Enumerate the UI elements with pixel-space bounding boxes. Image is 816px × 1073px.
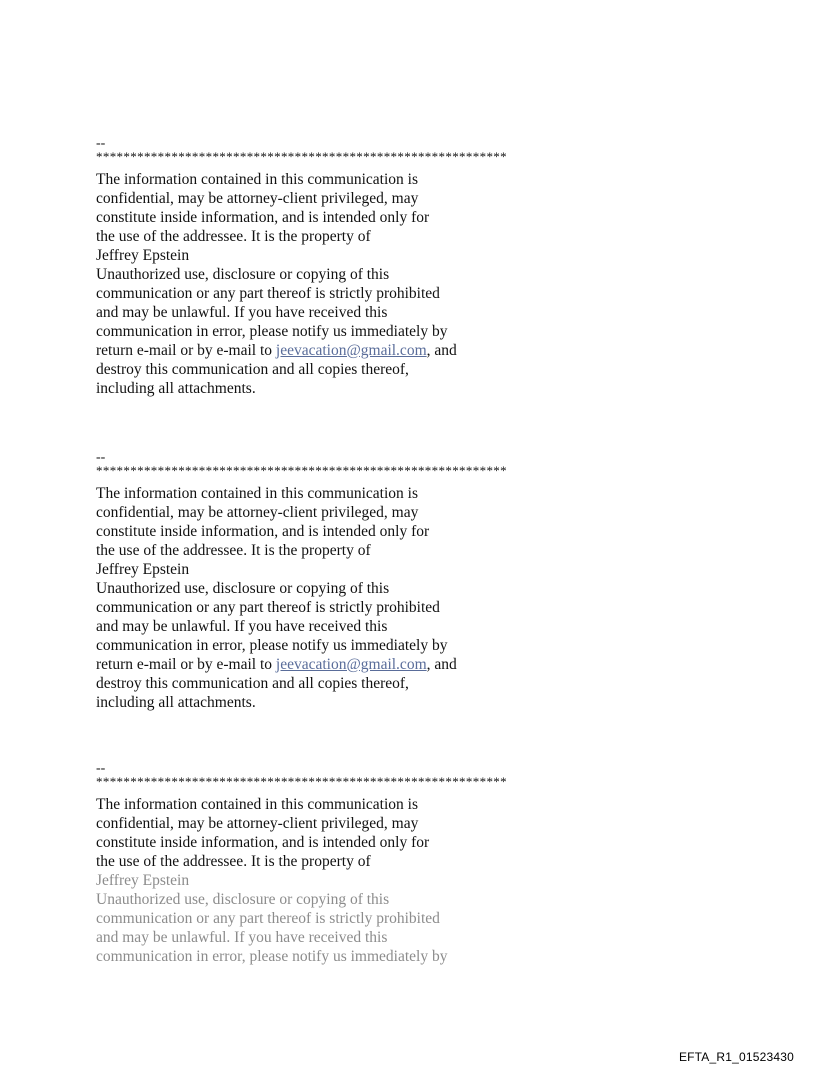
email-line-suffix: , and bbox=[426, 656, 457, 673]
separator-stars: ************************************************************ bbox=[96, 151, 507, 164]
notice-line: destroy this communication and all copies thereof, bbox=[96, 361, 409, 378]
email-line-prefix: return e-mail or by e-mail to bbox=[96, 342, 276, 359]
notice-line: and may be unlawful. If you have received this bbox=[96, 618, 388, 635]
notice-line: The information contained in this communication is bbox=[96, 796, 418, 813]
notice-line: including all attachments. bbox=[96, 694, 256, 711]
email-link[interactable]: jeevacation@gmail.com bbox=[275, 656, 427, 673]
document-id-footer: EFTA_R1_01523430 bbox=[678, 1050, 794, 1064]
notice-line: the use of the addressee. It is the property of bbox=[96, 853, 371, 870]
notice-line: communication in error, please notify us immediately by bbox=[96, 637, 448, 654]
notice-line: the use of the addressee. It is the property of bbox=[96, 228, 371, 245]
separator-stars: ************************************************************ bbox=[96, 465, 507, 478]
notice-line: constitute inside information, and is intended only for bbox=[96, 834, 430, 851]
notice-line: communication in error, please notify us immediately by bbox=[96, 323, 448, 340]
notice-line: The information contained in this communication is bbox=[96, 171, 418, 188]
notice-line: Jeffrey Epstein bbox=[96, 561, 190, 578]
notice-line: communication or any part thereof is strictly prohibited bbox=[96, 285, 440, 302]
notice-line-faded: communication in error, please notify us immediately by bbox=[96, 948, 448, 965]
email-line bbox=[96, 655, 656, 674]
notice-line-faded: Unauthorized use, disclosure or copying of this bbox=[96, 891, 390, 908]
confidentiality-notice-1 bbox=[96, 137, 656, 398]
separator-stars: ************************************************************ bbox=[96, 776, 507, 789]
email-line-prefix: return e-mail or by e-mail to bbox=[96, 656, 276, 673]
email-link[interactable]: jeevacation@gmail.com bbox=[275, 342, 427, 359]
separator-dash: -- bbox=[96, 136, 106, 151]
notice-line: the use of the addressee. It is the property of bbox=[96, 542, 371, 559]
notice-line: including all attachments. bbox=[96, 380, 256, 397]
separator-dash: -- bbox=[96, 450, 106, 465]
notice-line: constitute inside information, and is intended only for bbox=[96, 523, 430, 540]
notice-line-faded: communication or any part thereof is strictly prohibited bbox=[96, 910, 440, 927]
notice-line: Unauthorized use, disclosure or copying of this bbox=[96, 266, 390, 283]
notice-line: confidential, may be attorney-client privileged, may bbox=[96, 190, 419, 207]
notice-line: constitute inside information, and is intended only for bbox=[96, 209, 430, 226]
confidentiality-notice-3 bbox=[96, 762, 656, 966]
separator-dash: -- bbox=[96, 761, 106, 776]
notice-line-faded: and may be unlawful. If you have received this bbox=[96, 929, 388, 946]
notice-line-faded: Jeffrey Epstein bbox=[96, 872, 190, 889]
notice-line: confidential, may be attorney-client privileged, may bbox=[96, 504, 419, 521]
notice-line: Unauthorized use, disclosure or copying of this bbox=[96, 580, 390, 597]
email-line-suffix: , and bbox=[426, 342, 457, 359]
notice-line: destroy this communication and all copies thereof, bbox=[96, 675, 409, 692]
notice-line: Jeffrey Epstein bbox=[96, 247, 190, 264]
notice-line: communication or any part thereof is strictly prohibited bbox=[96, 599, 440, 616]
email-line bbox=[96, 341, 656, 360]
notice-line: The information contained in this communication is bbox=[96, 485, 418, 502]
notice-line: confidential, may be attorney-client privileged, may bbox=[96, 815, 419, 832]
notice-line: and may be unlawful. If you have received this bbox=[96, 304, 388, 321]
confidentiality-notice-2 bbox=[96, 451, 656, 712]
